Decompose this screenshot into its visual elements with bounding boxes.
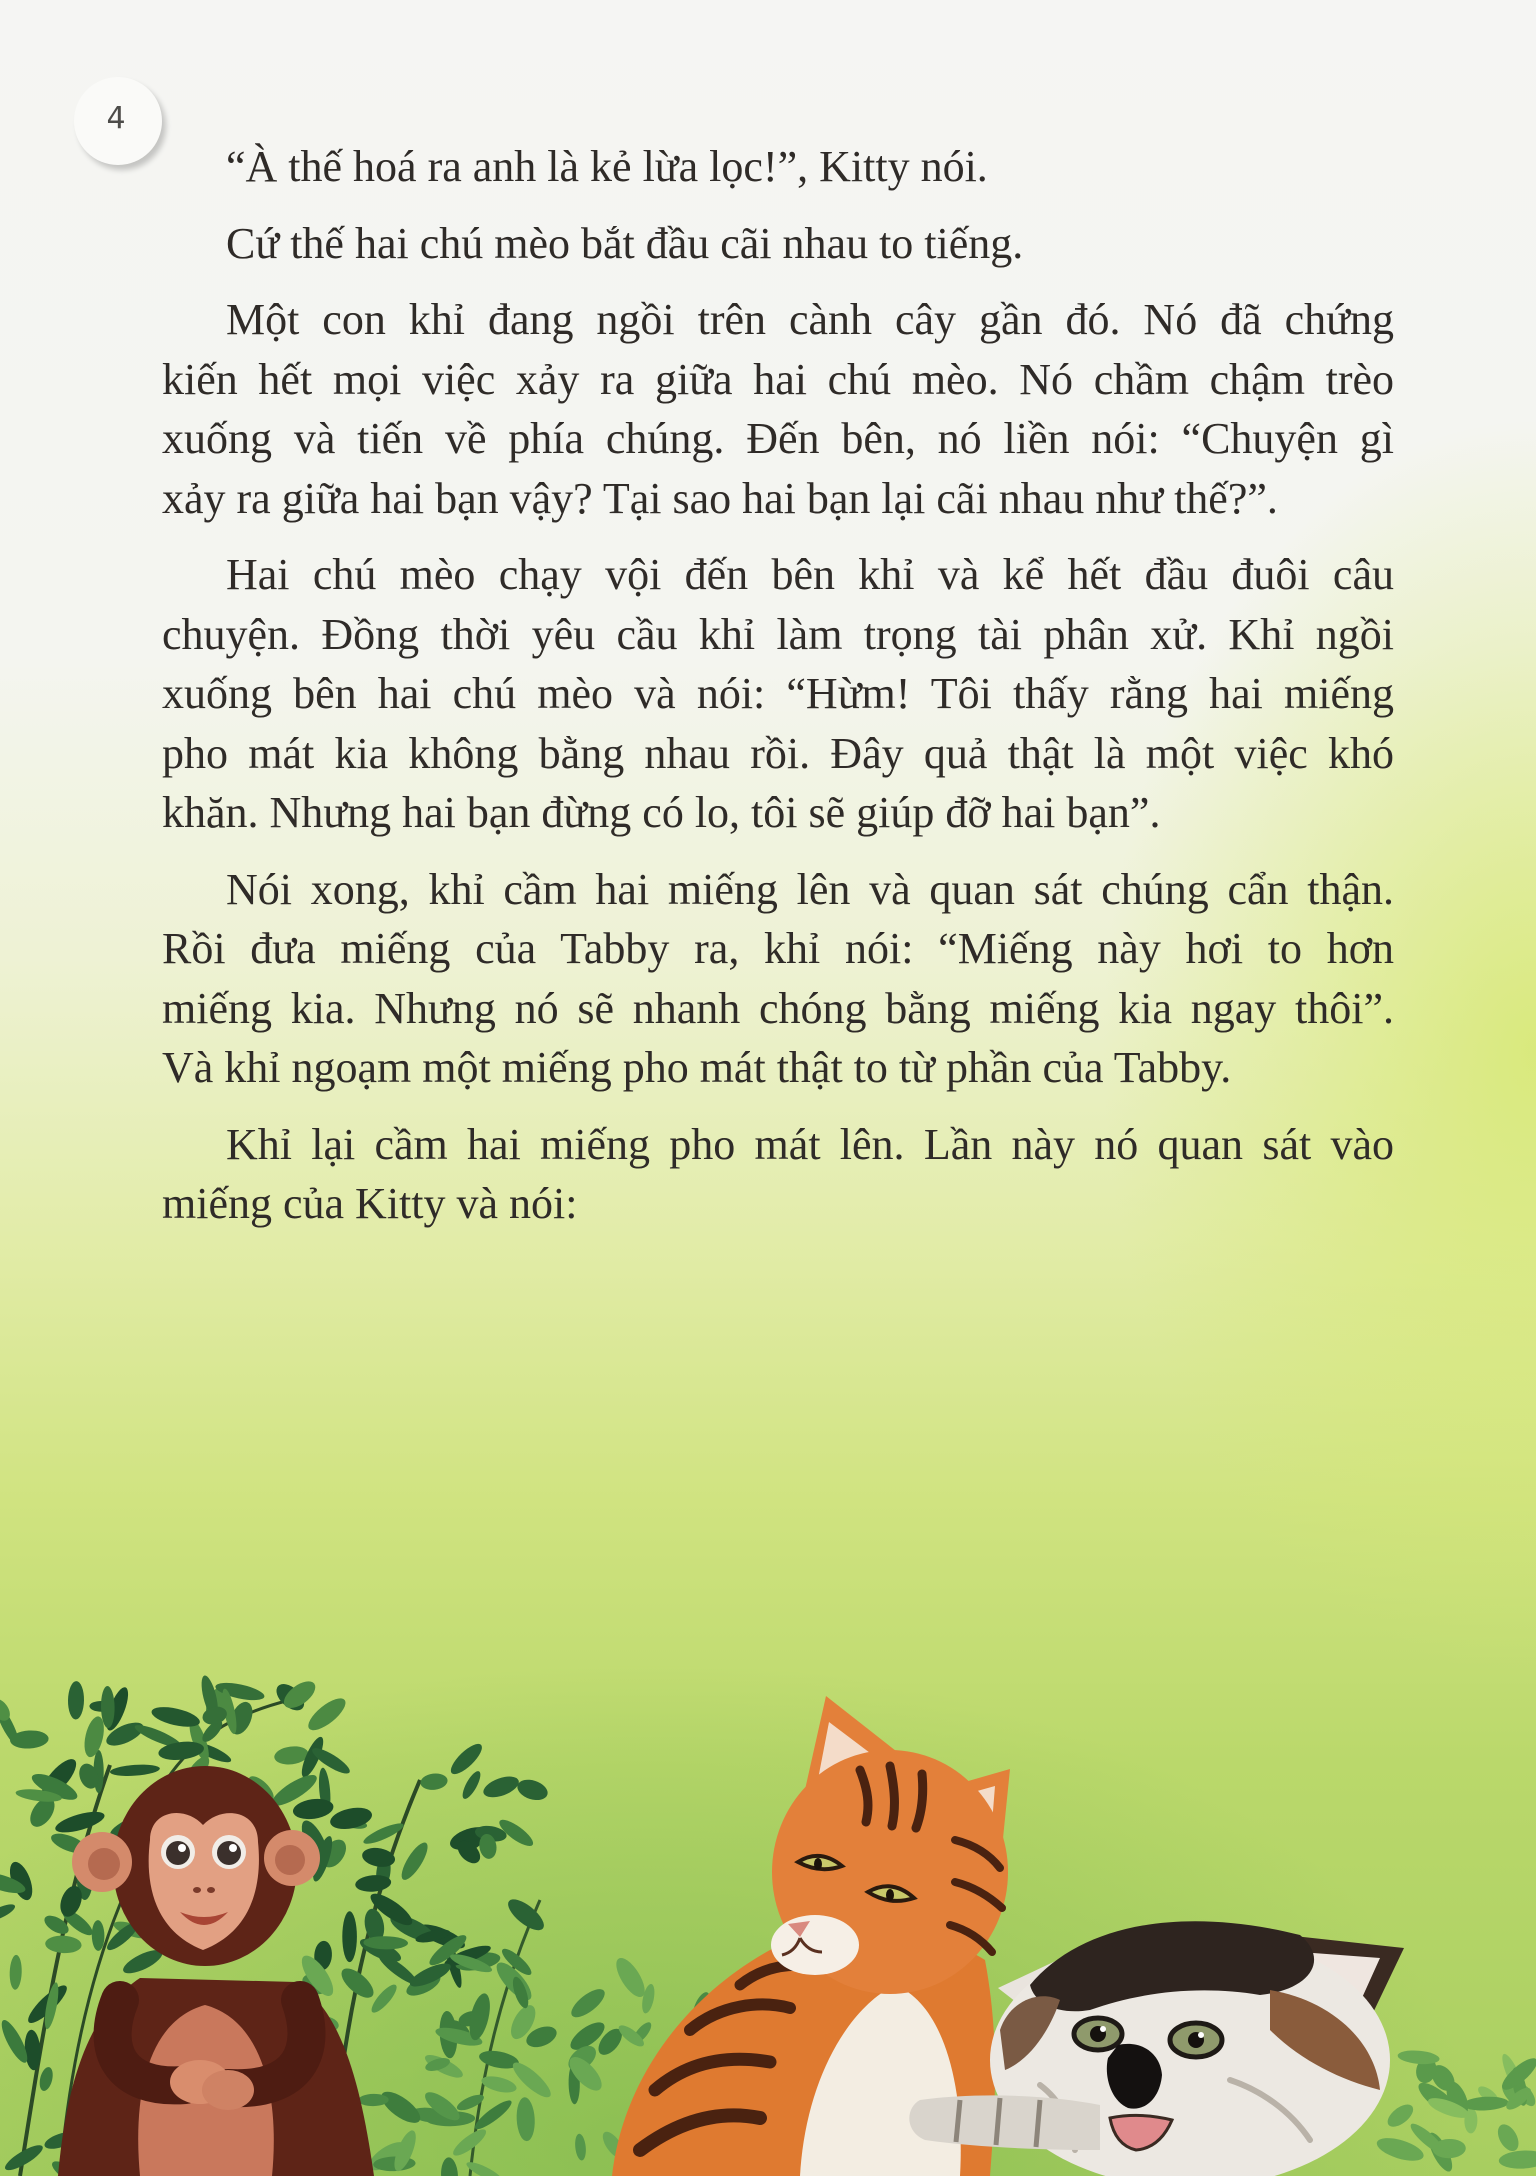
leaf [110,1763,161,1777]
monkey-eye-highlight [229,1844,237,1852]
leaf [377,2086,425,2128]
story-paragraph [162,545,1394,843]
story-line: Khỉ lại cầm hai miếng pho mát lên. Lần này nó quan sát vào [226,1119,1394,1169]
leaf [361,1845,397,1869]
monkey-pupil [166,1841,190,1865]
calico-eye-highlight [1100,2026,1106,2032]
leaf [420,1772,449,1791]
story-line: Cứ thế hai chú mèo bắt đầu cãi nhau to tiếng. [226,218,1024,268]
story-line: Hai chú mèo chạy vội đến bên khỉ và kể hết đầu đuôi câu [226,550,1394,599]
monkey-ear-inner [88,1848,120,1880]
story-paragraph [162,290,1394,528]
leaf [450,2125,490,2159]
leaf [342,1911,357,1962]
leaf [0,1901,17,1924]
leaf [45,1935,82,1954]
leaf [1498,2149,1536,2170]
story-line: xảy ra giữa hai bạn vậy? Tại sao hai bạn lại cãi nhau như thế?”. [162,473,1278,523]
monkey-illustration [58,1766,374,2176]
leaf [92,1920,105,1951]
monkey-nostril [193,1887,201,1893]
page-number: 4 [106,101,126,136]
leaf [328,1804,374,1832]
story-paragraph [162,1115,1394,1234]
tabby-muzzle [771,1915,859,1975]
monkey-ear-inner [275,1845,305,1875]
story-line: xuống và tiến về phía chúng. Đến bên, nó liền nói: “Chuyện gì [162,414,1394,463]
leaf [503,1894,548,1936]
leaf [1494,2121,1523,2155]
leaf [397,1839,432,1883]
monkey-eye-highlight [178,1844,186,1852]
story-line: Rồi đưa miếng của Tabby ra, khỉ nói: “Miếng này hơi to hơn [162,924,1394,973]
story-line: Một con khỉ đang ngồi trên cành cây gần đó. Nó đã chứng [226,295,1394,344]
story-text [162,137,1394,1251]
story-line: Và khỉ ngoạm một miếng pho mát thật to từ phần của Tabby. [162,1043,1232,1092]
leaf [447,1740,487,1779]
leaf [516,2097,536,2142]
story-paragraph [162,860,1394,1098]
leaf [337,1963,379,2003]
story-line: miếng kia. Nhưng nó sẽ nhanh chóng bằng miếng kia ngay thôi”. [162,983,1394,1033]
tabby-pupil [814,1858,822,1870]
story-line: khăn. Nhưng hai bạn đừng có lo, tôi sẽ giúp đỡ hai bạn”. [162,788,1161,837]
monkey-pupil [217,1841,241,1865]
leaf [368,1981,400,2016]
leaf [574,2133,587,2161]
story-line: miếng của Kitty và nói: [162,1179,578,1228]
story-line: chuyện. Đồng thời yêu cầu khỉ làm trọng tài phân xử. Khỉ ngồi [162,609,1394,659]
leaf [567,1984,609,2022]
leaf [358,2094,389,2107]
leaf [9,1955,22,1990]
leaf [515,1776,550,1804]
page-number-badge [74,77,162,165]
monkey-hand [202,2070,254,2110]
leaf [459,1769,483,1801]
monkey-nostril [207,1887,215,1893]
story-line: pho mát kia không bằng nhau rồi. Đây quả thật là một việc khó [162,728,1394,778]
leaf [508,2058,555,2102]
story-line: Nói xong, khỉ cầm hai miếng lên và quan sát chúng cẩn thận. [226,864,1394,914]
calico-eye-highlight [1198,2032,1204,2038]
story-line: xuống bên hai chú mèo và nói: “Hừm! Tôi thấy rằng hai miếng [162,669,1394,718]
leaf [440,2157,459,2176]
story-line: kiến hết mọi việc xảy ra giữa hai chú mèo. Nó chầm chậm trèo [162,354,1394,404]
leaf [304,1693,351,1736]
leaf [37,2066,55,2093]
story-paragraph [162,214,1394,274]
leaf [481,1772,522,1801]
leaf [68,1681,85,1720]
leaf [0,1695,14,1724]
story-line: “À thế hoá ra anh là kẻ lừa lọc!”, Kitty nói. [226,142,988,191]
tabby-stripe [890,1766,894,1826]
story-paragraph [162,137,1394,197]
tabby-pupil [886,1889,894,1901]
leaf [1374,2133,1426,2165]
